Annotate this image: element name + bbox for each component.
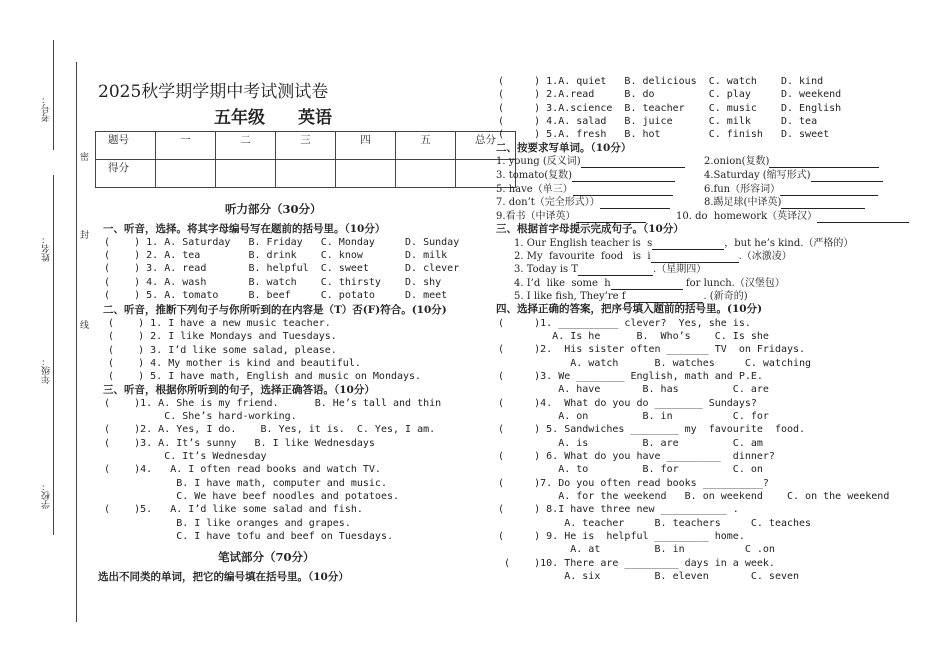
writing-s4-title: 四、选择正确的答案，把序号填入题前的括号里。(10分) bbox=[496, 303, 763, 315]
odd-item: ( ) 3.A.science B. teacher C. music D. English bbox=[498, 103, 842, 114]
subject-heading: 英语 bbox=[298, 108, 332, 128]
word-task-text: 9.看书（中译英） bbox=[496, 211, 576, 222]
choice-line: A. for the weekend B. on weekend C. on the weekend bbox=[498, 491, 890, 502]
word-task-text: 1. young (反义词) bbox=[496, 156, 581, 167]
name-underline bbox=[53, 40, 54, 150]
sentence-end: .（星期四） bbox=[653, 264, 707, 275]
listening-s3-item: ( )5. A. I’d like some salad and fish. bbox=[104, 504, 363, 515]
writing-s3-title: 三、根据首字母提示完成句子。（10分） bbox=[496, 223, 684, 235]
answer-line[interactable] bbox=[600, 197, 670, 209]
listening-s1-item: ( ) 1. A. Saturday B. Friday C. Monday D. Sunday bbox=[104, 237, 460, 248]
choice-line: A. teacher B. teachers C. teaches bbox=[498, 518, 812, 529]
choice-line: ( )1. __________ clever? Yes, she is. bbox=[498, 318, 751, 329]
score-col-1: 一 bbox=[156, 132, 216, 160]
score-col-total: 总分 bbox=[456, 132, 516, 160]
word-task-text: 2.onion(复数) bbox=[704, 156, 770, 167]
listening-s2-item: ( ) 2. I like Mondays and Tuesdays. bbox=[108, 331, 337, 342]
word-task-right bbox=[676, 210, 909, 223]
word-task-text: 6.fun（形容词） bbox=[704, 184, 781, 195]
word-task-text: 10. do homework（英译汉） bbox=[676, 211, 818, 222]
answer-line[interactable] bbox=[652, 238, 724, 250]
sentence-start: 3. Today is T bbox=[514, 264, 579, 275]
score-cell[interactable] bbox=[216, 160, 276, 188]
odd-item: ( ) 4.A. salad B. juice C. milk D. tea bbox=[498, 116, 818, 127]
word-task-right bbox=[704, 155, 879, 168]
grade-heading: 五年级 bbox=[214, 108, 265, 128]
choice-line: ( )3. We ________ English, math and P.E. bbox=[498, 371, 763, 382]
listening-s3-item: ( )3. A. It’s sunny B. I like Wednesdays bbox=[104, 438, 375, 449]
word-task-right bbox=[704, 169, 883, 182]
listening-s1-item: ( ) 2. A. tea B. drink C. know D. milk bbox=[104, 250, 448, 261]
choice-line: A. six B. eleven C. seven bbox=[498, 571, 800, 582]
answer-line[interactable] bbox=[651, 251, 739, 263]
choice-line: ( )2. His sister often _______ TV on Fridays. bbox=[498, 344, 806, 355]
answer-line[interactable] bbox=[611, 278, 683, 290]
score-col-5: 五 bbox=[396, 132, 456, 160]
score-table bbox=[95, 131, 516, 188]
margin-rule bbox=[76, 62, 77, 622]
word-task-left bbox=[496, 183, 673, 196]
word-task-right bbox=[704, 196, 865, 209]
score-col-3: 三 bbox=[276, 132, 336, 160]
score-value-row bbox=[96, 160, 516, 188]
sentence-end: for lunch.（汉堡包） bbox=[682, 278, 785, 289]
word-task-text: 3. tomato(复数) bbox=[496, 170, 573, 181]
listening-s3-item: C. It’s Wednesday bbox=[104, 451, 267, 462]
letter-sentence bbox=[514, 237, 853, 250]
listening-s2-item: ( ) 5. I have math, English and music on Mondays. bbox=[108, 371, 422, 382]
word-task-left bbox=[496, 155, 685, 168]
score-cell[interactable] bbox=[156, 160, 216, 188]
score-header-row bbox=[96, 132, 516, 160]
school-label: 学校： bbox=[42, 482, 52, 509]
score-cell[interactable] bbox=[396, 160, 456, 188]
listening-s1-item: ( ) 3. A. read B. helpful C. sweet D. clever bbox=[104, 263, 460, 274]
choice-line: A. is B. are C. am bbox=[498, 438, 763, 449]
odd-item: ( ) 1.A. quiet B. delicious C. watch D. kind bbox=[498, 76, 824, 87]
seal-char-3: 线 bbox=[80, 321, 90, 331]
sentence-start: 1. Our English teacher is s bbox=[514, 238, 653, 249]
choice-line: ( )4. What do you do ________ Sundays? bbox=[498, 398, 757, 409]
listening-s3-item: C. We have beef noodles and potatoes. bbox=[104, 491, 400, 502]
answer-line[interactable] bbox=[811, 170, 883, 182]
score-cell[interactable] bbox=[336, 160, 396, 188]
choice-line: ( )10. There are _________ days in a week. bbox=[498, 558, 775, 569]
answer-line[interactable] bbox=[578, 264, 653, 276]
exam-title: 2025秋学期学期中考试测试卷 bbox=[98, 82, 329, 102]
writing-intro: 选出不同类的单词，把它的编号填在括号里。（10分） bbox=[98, 571, 349, 583]
listening-s3-item: ( )1. A. She is my friend. B. He’s tall and thin bbox=[104, 398, 442, 409]
listening-s3-item: C. She’s hard-working. bbox=[104, 411, 297, 422]
listening-s2-item: ( ) 3. I’d like some salad, please. bbox=[108, 345, 337, 356]
choice-line: A. on B. in C. for bbox=[498, 411, 769, 422]
sentence-end: . (新奇的) bbox=[703, 291, 748, 302]
listening-s2-item: ( ) 4. My mother is kind and beautiful. bbox=[108, 358, 361, 369]
choice-line: ( ) 8.I have three new ___________ . bbox=[498, 504, 739, 515]
word-task-text: 7. don’t（完全形式）） bbox=[496, 197, 600, 208]
choice-line: ( )7. Do you often read books __________? bbox=[498, 478, 769, 489]
score-row-label: 得分 bbox=[96, 160, 156, 188]
odd-item: ( ) 2.A.read B. do C. play D. weekend bbox=[498, 89, 842, 100]
letter-sentence bbox=[514, 263, 706, 276]
grade-label: 年级： bbox=[42, 357, 52, 384]
letter-sentence bbox=[514, 277, 785, 290]
answer-line[interactable] bbox=[817, 211, 909, 223]
word-task-text: 5. have（单三） bbox=[496, 184, 573, 195]
choice-line: A. to B. for C. on bbox=[498, 464, 763, 475]
sentence-start: 4. I’d like some h bbox=[514, 278, 611, 289]
score-col-label: 题号 bbox=[96, 132, 156, 160]
listening-s3-title: 三、听音，根据你所听到的句子，选择正确答语。（10分） bbox=[103, 384, 375, 396]
answer-line[interactable] bbox=[573, 184, 673, 196]
exam-underline bbox=[53, 435, 54, 535]
listening-s3-item: ( )4. A. I often read books and watch TV. bbox=[104, 464, 381, 475]
sentence-start: 2. My favourite food is i bbox=[514, 251, 651, 262]
answer-line[interactable] bbox=[780, 184, 878, 196]
name-label: 姓名： bbox=[42, 235, 52, 262]
listening-s1-item: ( ) 5. A. tomato B. beef C. potato D. meet bbox=[104, 290, 448, 301]
score-col-4: 四 bbox=[336, 132, 396, 160]
listening-title: 听力部分（30分） bbox=[225, 202, 322, 216]
listening-s1-item: ( ) 4. A. wash B. watch C. thirsty D. shy bbox=[104, 277, 442, 288]
writing-s2-title: 二、按要求写单词。（10分） bbox=[496, 142, 632, 154]
choice-line: ( ) 6. What do you have _________ dinner? bbox=[498, 451, 775, 462]
word-task-left bbox=[496, 196, 670, 209]
choice-line: A. watch B. watches C. watching bbox=[498, 358, 812, 369]
listening-s3-item: ( )2. A. Yes, I do. B. Yes, it is. C. Yes, I am. bbox=[104, 424, 436, 435]
listening-s2-title: 二、听音，推断下列句子与你所听到的在内容是（T）否(F)符合。(10分) bbox=[103, 304, 447, 316]
listening-s3-item: B. I have math, computer and music. bbox=[104, 478, 387, 489]
letter-sentence bbox=[514, 250, 792, 263]
seal-char-1: 密 bbox=[80, 153, 90, 163]
word-task-left bbox=[496, 169, 675, 182]
listening-s3-item: C. I have tofu and beef on Tuesdays. bbox=[104, 531, 393, 542]
score-cell[interactable] bbox=[276, 160, 336, 188]
answer-line[interactable] bbox=[572, 170, 675, 182]
choice-line: ( ) 5. Sandwiches ________ my favourite food. bbox=[498, 424, 806, 435]
odd-item: ( ) 5.A. fresh B. hot C. finish D. sweet bbox=[498, 129, 830, 140]
answer-line[interactable] bbox=[769, 156, 879, 168]
word-task-text: 4.Saturday (缩写形式) bbox=[704, 170, 811, 181]
exam-no-label: 考号： bbox=[42, 95, 52, 122]
word-task-text: 8.踢足球(中译英) bbox=[704, 197, 782, 208]
school-underline bbox=[53, 305, 54, 435]
choice-line: A. at B. in C .on bbox=[498, 544, 775, 555]
sentence-end: ，but he’s kind.（严格的） bbox=[724, 238, 854, 249]
score-col-2: 二 bbox=[216, 132, 276, 160]
seal-char-2: 封 bbox=[80, 231, 90, 241]
sentence-end: .（冰激凌） bbox=[738, 251, 792, 262]
word-task-right bbox=[704, 183, 878, 196]
sentence-start: 5. I like fish, They’re f bbox=[514, 291, 626, 302]
listening-s3-item: B. I like oranges and grapes. bbox=[104, 518, 351, 529]
choice-line: A. have B. has C. are bbox=[498, 384, 769, 395]
listening-s1-title: 一、听音，选择。将其字母编号写在题前的括号里。（10分） bbox=[103, 223, 386, 235]
choice-line: A. Is he B. Who’s C. Is she bbox=[498, 331, 769, 342]
listening-s2-item: ( ) 1. I have a new music teacher. bbox=[108, 318, 331, 329]
choice-line: ( ) 9. He is helpful _________ home. bbox=[498, 531, 745, 542]
writing-title: 笔试部分（70分） bbox=[218, 550, 315, 564]
answer-line[interactable] bbox=[781, 197, 865, 209]
answer-line[interactable] bbox=[581, 156, 685, 168]
grade-underline bbox=[53, 175, 54, 305]
